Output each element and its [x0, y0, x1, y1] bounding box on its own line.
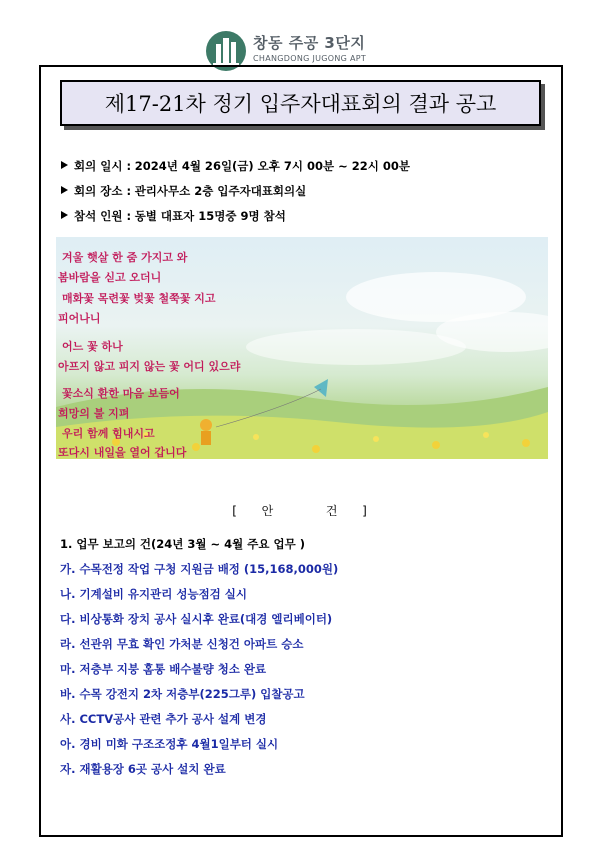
- agenda-item: 마. 저층부 지붕 홈통 배수불량 청소 완료: [60, 662, 267, 676]
- info-label: 회의 일시 :: [74, 159, 132, 173]
- poem-line: 봄바람을 싣고 오더니: [58, 271, 162, 284]
- poem-line: 매화꽃 목련꽃 벚꽃 철쭉꽃 지고: [62, 292, 216, 305]
- info-row-place: [61, 183, 306, 199]
- agenda-word-geon: 건: [325, 504, 339, 518]
- info-row-attendance: [61, 208, 286, 224]
- info-row-datetime: [61, 158, 410, 174]
- agenda-bracket-close: ]: [362, 504, 368, 518]
- poem-line: 꽃소식 환한 마음 보듬어: [62, 387, 180, 400]
- agenda-item: 아. 경비 미화 구조조정후 4월1일부터 실시: [60, 737, 279, 751]
- agenda-item: 나. 기계설비 유지관리 성능점검 실시: [60, 587, 248, 601]
- agenda-item: 가. 수목전정 작업 구청 지원금 배정 (15,168,000원): [60, 562, 339, 576]
- logo-name-korean: 창동 주공 3단지: [253, 34, 366, 52]
- poem-line: 아프지 않고 피지 않는 꽃 어디 있으랴: [58, 360, 241, 373]
- info-value: 동별 대표자 15명중 9명 참석: [134, 209, 286, 223]
- poem-line: 또다시 내일을 열어 갑니다: [58, 446, 187, 459]
- info-label: 참석 인원 :: [74, 209, 132, 223]
- poem-line: 어느 꽃 하나: [62, 340, 123, 353]
- agenda-item: 라. 선관위 무효 확인 가처분 신청건 아파트 승소: [60, 637, 304, 651]
- agenda-item: 자. 재활용장 6곳 공사 설치 완료: [60, 762, 226, 776]
- title-box: [60, 80, 541, 126]
- triangle-bullet-icon: [61, 161, 68, 169]
- agenda-header: [0, 502, 600, 519]
- agenda-item: 바. 수목 강전지 2차 저층부(225그루) 입찰공고: [60, 687, 305, 701]
- poem-line: 희망의 불 지펴: [58, 407, 130, 420]
- agenda-bracket-open: [: [232, 504, 238, 518]
- agenda-item: 사. CCTV공사 관련 추가 공사 설계 변경: [60, 712, 267, 726]
- logo-name-english: CHANGDONG JUGONG APT: [253, 54, 367, 63]
- triangle-bullet-icon: [61, 211, 68, 219]
- spring-illustration: [56, 237, 548, 459]
- info-value: 2024년 4월 26일(금) 오후 7시 00분 ~ 22시 00분: [134, 159, 410, 173]
- agenda-section-title: 1. 업무 보고의 건(24년 3월 ~ 4월 주요 업무 ): [60, 537, 305, 551]
- triangle-bullet-icon: [61, 186, 68, 194]
- info-label: 회의 장소 :: [74, 184, 132, 198]
- agenda-word-an: 안: [261, 504, 275, 518]
- poem-line: 우리 함께 힘내시고: [62, 427, 155, 440]
- page-title: 제17-21차 정기 입주자대표회의 결과 공고: [104, 92, 497, 116]
- poem-line: 겨울 햇살 한 줌 가지고 와: [62, 251, 188, 264]
- info-value: 관리사무소 2층 입주자대표회의실: [134, 184, 307, 198]
- agenda-item: 다. 비상통화 장치 공사 실시후 완료(대경 엘리베이터): [60, 612, 333, 626]
- poem-line: 피어나니: [58, 312, 101, 325]
